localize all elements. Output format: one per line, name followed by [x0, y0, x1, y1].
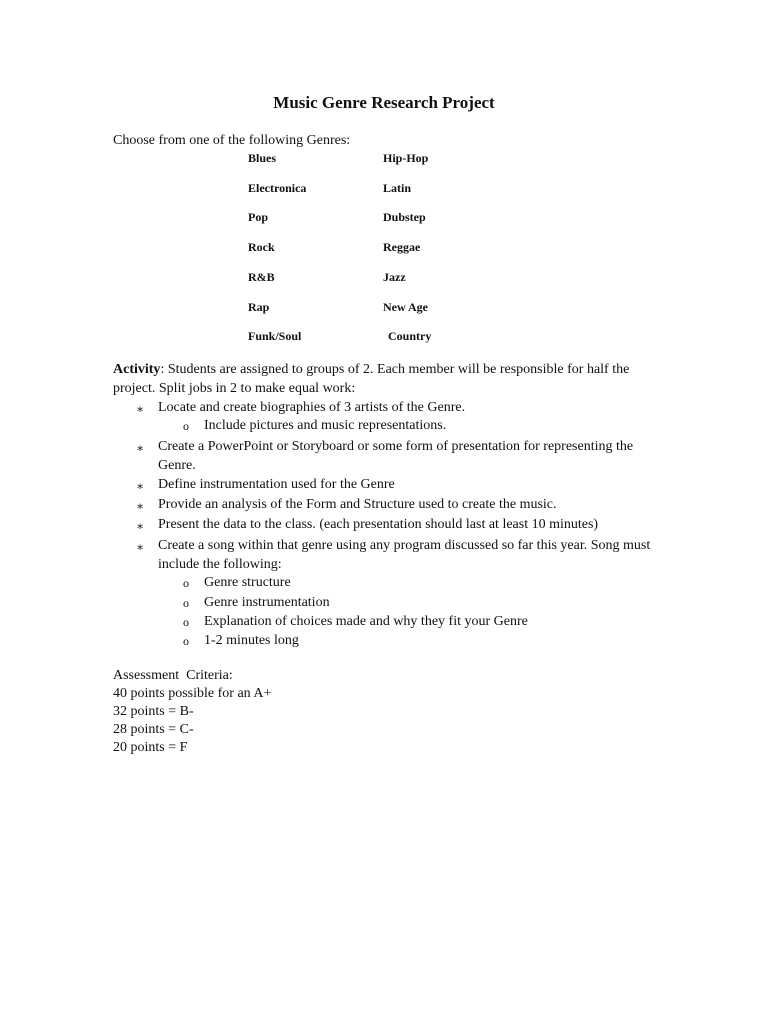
task-subitem: Explanation of choices made and why they fit your Genre [204, 614, 528, 629]
bullet-marker: ∗ [136, 499, 145, 513]
assessment-line: 20 points = F [113, 740, 188, 755]
sub-bullet-marker: o [183, 576, 189, 590]
task-item: Present the data to the class. (each presentation should last at least 10 minutes) [158, 517, 599, 532]
activity-label: Activity [113, 362, 161, 377]
genre-item: Jazz [383, 270, 406, 284]
genre-item: Dubstep [383, 210, 426, 224]
bullet-marker: ∗ [136, 402, 145, 416]
task-item: Create a PowerPoint or Storyboard or some form of presentation for representing the Genre. [158, 439, 634, 473]
sub-bullet-marker: o [183, 596, 189, 610]
assessment-line: 40 points possible for an A+ [113, 686, 272, 701]
genre-item: New Age [383, 300, 428, 314]
sub-bullet-marker: o [183, 634, 189, 648]
assessment-line: 32 points = B- [113, 704, 194, 719]
genre-item: Reggae [383, 240, 421, 254]
genre-item: Electronica [248, 181, 307, 195]
genre-item: Pop [248, 210, 269, 224]
genre-item: Blues [248, 151, 277, 165]
activity-text: : Students are assigned to groups of 2. Each member will be responsible for half the project. Split jobs in 2 to make equal work: [113, 362, 630, 396]
assessment-line: 28 points = C- [113, 722, 194, 737]
sub-bullet-marker: o [183, 419, 189, 433]
task-item: Provide an analysis of the Form and Structure used to create the music. [158, 497, 557, 512]
genre-item: Country [388, 329, 432, 343]
task-item: Locate and create biographies of 3 artists of the Genre. [158, 400, 466, 415]
genre-item: Latin [383, 181, 412, 195]
assessment-section [113, 667, 271, 757]
document-title: Music Genre Research Project [273, 93, 495, 112]
genre-item: Rap [248, 300, 270, 314]
bullet-marker: ∗ [136, 540, 145, 554]
task-subitem: Genre instrumentation [204, 595, 330, 610]
genre-item: Hip-Hop [383, 151, 429, 165]
task-subitem: Include pictures and music representations. [204, 418, 447, 433]
task-item: Create a song within that genre using any program discussed so far this year. Song must include the following: [158, 538, 651, 572]
task-item: Define instrumentation used for the Genre [158, 477, 395, 492]
activity-paragraph [113, 360, 658, 398]
genre-item: R&B [248, 270, 275, 284]
intro-text: Choose from one of the following Genres: [113, 133, 351, 148]
assessment-heading: Assessment Criteria: [113, 668, 233, 683]
bullet-marker: ∗ [136, 441, 145, 455]
bullet-marker: ∗ [136, 479, 145, 493]
task-subitem: 1-2 minutes long [204, 633, 299, 648]
genre-item: Funk/Soul [248, 329, 302, 343]
task-subitem: Genre structure [204, 575, 291, 590]
sub-bullet-marker: o [183, 615, 189, 629]
bullet-marker: ∗ [136, 519, 145, 533]
genre-item: Rock [248, 240, 275, 254]
